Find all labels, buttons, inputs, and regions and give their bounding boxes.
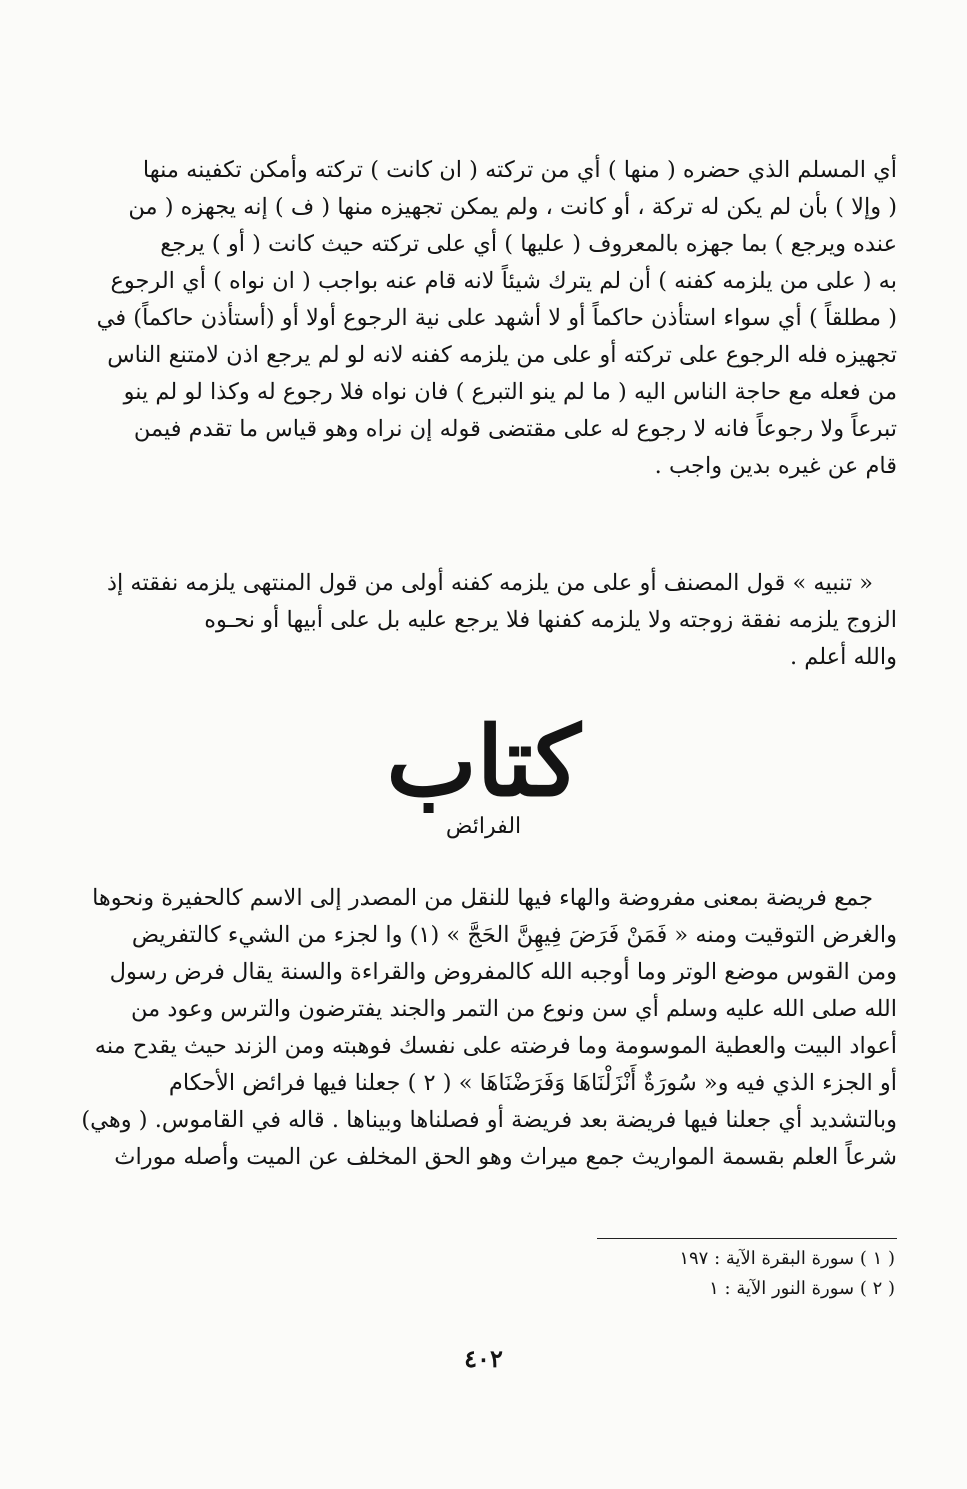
footnotes [295, 1244, 895, 1304]
text-line: به ( على من يلزمه كفنه ) أن لم يترك شيئاً لانه قام عنه بواجب ( ان نواه ) أي الرجوع [110, 268, 897, 294]
text-line: وبالتشديد أي جعلنا فيها فريضة بعد فريضة أو فصلناها وبيناها . قاله في القاموس. ( وهي) [81, 1107, 897, 1133]
text-line: « تنبيه » قول المصنف أو على من يلزمه كفنه أولى من قول المنتهى يلزمه نفقته إذ [106, 570, 873, 596]
text-line: جمع فريضة بمعنى مفروضة والهاء فيها للنقل من المصدر إلى الاسم كالحفيرة ونحوها [92, 885, 873, 911]
footnote-1: ( ١ ) سورة البقرة الآية : ١٩٧ [679, 1248, 895, 1269]
text-line: ومن القوس موضع الوتر وما أوجبه الله كالمفروض والقراءة والسنة يقال فرض رسول [109, 959, 897, 985]
paragraph-faraid [70, 880, 897, 1176]
paragraph-tanbih [70, 565, 897, 676]
page-number: ٤٠٢ [464, 1344, 503, 1373]
text-line: والغرض التوقيت ومنه « فَمَنْ فَرَضَ فِيهِنَّ الحَجَّ » (١) وا لجزء من الشيء كالتفريض [131, 922, 897, 948]
text-line: من فعله مع حاجة الناس اليه ( ما لم ينو التبرع ) فان نواه فلا رجوع له وكذا لو لم ينو [123, 379, 897, 405]
chapter-title: كتاب [386, 705, 581, 818]
text-line: عنده ويرجع ) بما جهزه بالمعروف ( عليها ) أي على تركته حيث كانت ( أو ) يرجع [160, 231, 897, 257]
text-line: أي المسلم الذي حضره ( منها ) أي من تركته ( ان كانت ) تركته وأمكن تكفينه منها [142, 157, 897, 183]
text-line: والله أعلم . [789, 644, 897, 670]
text-line: أو الجزء الذي فيه و« سُورَةٌ أَنْزَلْنَاهَا وَفَرَضْنَاهَا » ( ٢ ) جعلنا فيها فرائض الأحكام [168, 1070, 897, 1096]
text-line: تبرعاً ولا رجوعاً فانه لا رجوع له على مقتضى قوله إن نراه وهو قياس ما تقدم فيمن [133, 416, 897, 442]
text-line: شرعاً العلم بقسمة المواريث جمع ميراث وهو الحق المخلف عن الميت وأصله موراث [114, 1144, 897, 1170]
paragraph-janaza [70, 152, 897, 485]
text-line: أعواد البيت والعطية الموسومة وما فرضته على نفسك فوهبته ومن الزند حيث يقدح منه [94, 1033, 897, 1059]
footnote-divider [597, 1238, 897, 1239]
text-line: ( مطلقاً ) أي سواء استأذن حاكماً أو لا أشهد على نية الرجوع أولا أو (أستأذن حاكماً) في [96, 305, 897, 331]
text-line: الله صلى الله عليه وسلم أي سن ونوع من التمر والجند يفترضون والترس وعود من [130, 996, 897, 1022]
text-line: تجهيزه فله الرجوع على تركته أو على من يلزمه كفنه لانه لو لم يرجع اذن لامتنع الناس [107, 342, 897, 368]
chapter-subtitle: الفرائض [445, 814, 522, 839]
text-line: الزوج يلزمه نفقة زوجته ولا يلزمه كفنها فلا يرجع عليه بل على أبيها أو نحـوه [204, 607, 897, 633]
text-line: قام عن غيره بدين واجب . [654, 453, 897, 479]
footnote-2: ( ٢ ) سورة النور الآية : ١ [709, 1278, 895, 1299]
text-line: ( وإلا ) بأن لم يكن له تركة ، أو كانت ، ولم يمكن تجهيزه منها ( ف ) إنه يجهزه ( من [128, 194, 897, 220]
